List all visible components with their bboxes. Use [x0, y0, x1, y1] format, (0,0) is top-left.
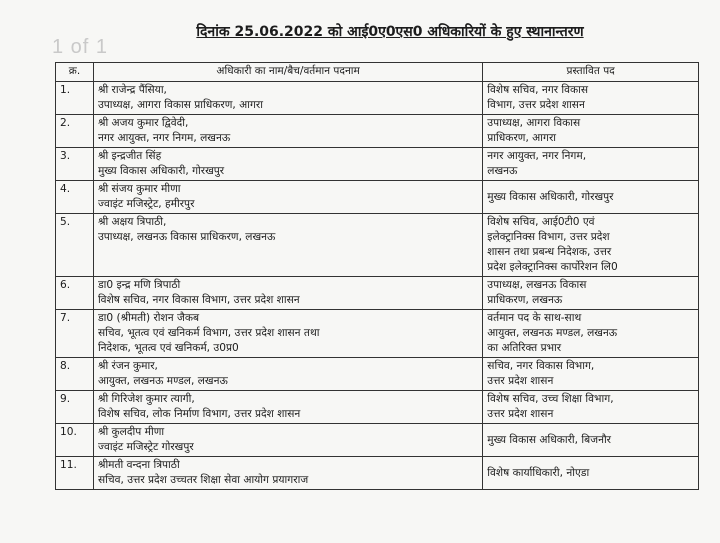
proposed-post-cell [483, 391, 699, 424]
current-post: नगर आयुक्त, नगर निगम, लखनऊ [97, 132, 231, 144]
current-post: आयुक्त, लखनऊ मण्डल, लखनऊ [97, 375, 228, 387]
proposed-post-cell [483, 148, 699, 181]
officer-name: डा0 (श्रीमती) रोशन जैकब [97, 312, 200, 324]
proposed-post: वर्तमान पद के साथ-साथ [487, 312, 582, 324]
officer-name: डा0 इन्द्र मणि त्रिपाठी [97, 279, 181, 291]
serial-number: 2. [56, 115, 94, 148]
serial-number: 5. [56, 214, 94, 277]
officer-cell [93, 148, 482, 181]
table-row [56, 277, 699, 310]
serial-number: 6. [56, 277, 94, 310]
current-post: उपाध्यक्ष, आगरा विकास प्राधिकरण, आगरा [97, 99, 263, 111]
officer-cell [93, 457, 482, 490]
officer-name: श्री कुलदीप मीणा [97, 426, 165, 438]
table-row [56, 181, 699, 214]
header-serial: क्र. [56, 63, 94, 82]
table-header-row [56, 63, 699, 82]
serial-number: 11. [56, 457, 94, 490]
current-post: विशेष सचिव, नगर विकास विभाग, उत्तर प्रदेश शासन [97, 294, 300, 306]
officer-name: श्री इन्द्रजीत सिंह [97, 150, 162, 162]
current-post: मुख्य विकास अधिकारी, गोरखपुर [97, 165, 225, 177]
officer-name: श्री अजय कुमार द्विवेदी, [97, 117, 189, 129]
header-proposed-post: प्रस्तावित पद [483, 63, 699, 82]
proposed-post-cell [483, 214, 699, 277]
table-row [56, 358, 699, 391]
current-post: सचिव, उत्तर प्रदेश उच्चतर शिक्षा सेवा आयोग प्रयागराज [97, 474, 309, 486]
serial-number: 8. [56, 358, 94, 391]
table-row [56, 82, 699, 115]
proposed-post: उत्तर प्रदेश शासन [487, 375, 554, 387]
proposed-post: प्राधिकरण, लखनऊ [487, 294, 563, 306]
transfer-table [55, 62, 699, 490]
table-row [56, 310, 699, 358]
proposed-post-cell [483, 358, 699, 391]
proposed-post: शासन तथा प्रबन्ध निदेशक, उत्तर [487, 246, 612, 258]
officer-cell [93, 391, 482, 424]
table-row [56, 148, 699, 181]
proposed-post: इलेक्ट्रानिक्स विभाग, उत्तर प्रदेश [487, 231, 610, 243]
proposed-post: मुख्य विकास अधिकारी, गोरखपुर [487, 190, 614, 203]
proposed-post: का अतिरिक्त प्रभार [487, 342, 562, 354]
officer-cell [93, 310, 482, 358]
serial-number: 9. [56, 391, 94, 424]
header-officer: अधिकारी का नाम/बैच/वर्तमान पदनाम [93, 63, 482, 82]
proposed-post-cell [483, 457, 699, 490]
document-title: दिनांक 25.06.2022 को आई0ए0एस0 अधिकारियों के हुए स्थानान्तरण [196, 24, 584, 40]
table-row [56, 424, 699, 457]
serial-number: 7. [56, 310, 94, 358]
officer-cell [93, 214, 482, 277]
officer-name: श्री रंजन कुमार, [97, 360, 158, 372]
proposed-post: प्रदेश इलेक्ट्रानिक्स कार्पोरेशन लि0 [487, 261, 618, 273]
officer-cell [93, 358, 482, 391]
officer-cell [93, 181, 482, 214]
officer-name: श्री अक्षय त्रिपाठी, [97, 216, 167, 228]
officer-cell [93, 115, 482, 148]
proposed-post-cell [483, 181, 699, 214]
proposed-post-cell [483, 115, 699, 148]
proposed-post: उपाध्यक्ष, आगरा विकास [487, 117, 581, 129]
officer-name: श्री संजय कुमार मीणा [97, 183, 181, 195]
proposed-post-cell [483, 277, 699, 310]
proposed-post: आयुक्त, लखनऊ मण्डल, लखनऊ [487, 327, 618, 339]
serial-number: 3. [56, 148, 94, 181]
proposed-post: मुख्य विकास अधिकारी, बिजनौर [487, 433, 612, 446]
current-post: ज्वाइंट मजिस्ट्रेट गोरखपुर [97, 441, 194, 453]
proposed-post: सचिव, नगर विकास विभाग, [487, 360, 595, 372]
proposed-post: विशेष कार्याधिकारी, नोएडा [487, 466, 590, 479]
officer-cell [93, 424, 482, 457]
current-post: उपाध्यक्ष, लखनऊ विकास प्राधिकरण, लखनऊ [97, 231, 276, 243]
serial-number: 1. [56, 82, 94, 115]
proposed-post-cell [483, 424, 699, 457]
proposed-post: विशेष सचिव, नगर विकास [487, 84, 589, 96]
table-body [56, 82, 699, 490]
proposed-post: उपाध्यक्ष, लखनऊ विकास [487, 279, 587, 291]
proposed-post-cell [483, 82, 699, 115]
officer-name: श्रीमती वन्दना त्रिपाठी [97, 459, 180, 471]
current-post: विशेष सचिव, लोक निर्माण विभाग, उत्तर प्रदेश शासन [97, 408, 301, 420]
officer-cell [93, 277, 482, 310]
serial-number: 10. [56, 424, 94, 457]
table-row [56, 457, 699, 490]
current-post: सचिव, भूतत्व एवं खनिकर्म विभाग, उत्तर प्रदेश शासन तथा [97, 327, 320, 339]
proposed-post: विभाग, उत्तर प्रदेश शासन [487, 99, 585, 111]
serial-number: 4. [56, 181, 94, 214]
table-row [56, 115, 699, 148]
proposed-post: नगर आयुक्त, नगर निगम, [487, 150, 587, 162]
table-row [56, 391, 699, 424]
proposed-post: विशेष सचिव, उच्च शिक्षा विभाग, [487, 393, 614, 405]
proposed-post-cell [483, 310, 699, 358]
officer-name: श्री राजेन्द्र पैंसिया, [97, 84, 167, 96]
proposed-post: प्राधिकरण, आगरा [487, 132, 557, 144]
page-indicator: 1 of 1 [52, 36, 109, 58]
proposed-post: लखनऊ [487, 165, 518, 177]
officer-cell [93, 82, 482, 115]
table-row [56, 214, 699, 277]
proposed-post: विशेष सचिव, आई0टी0 एवं [487, 216, 595, 228]
proposed-post: उत्तर प्रदेश शासन [487, 408, 554, 420]
officer-name: श्री गिरिजेश कुमार त्यागी, [97, 393, 195, 405]
current-post: ज्वाइंट मजिस्ट्रेट, हमीरपुर [97, 198, 195, 210]
current-post: निदेशक, भूतत्व एवं खनिकर्म, उ0प्र0 [97, 342, 239, 354]
